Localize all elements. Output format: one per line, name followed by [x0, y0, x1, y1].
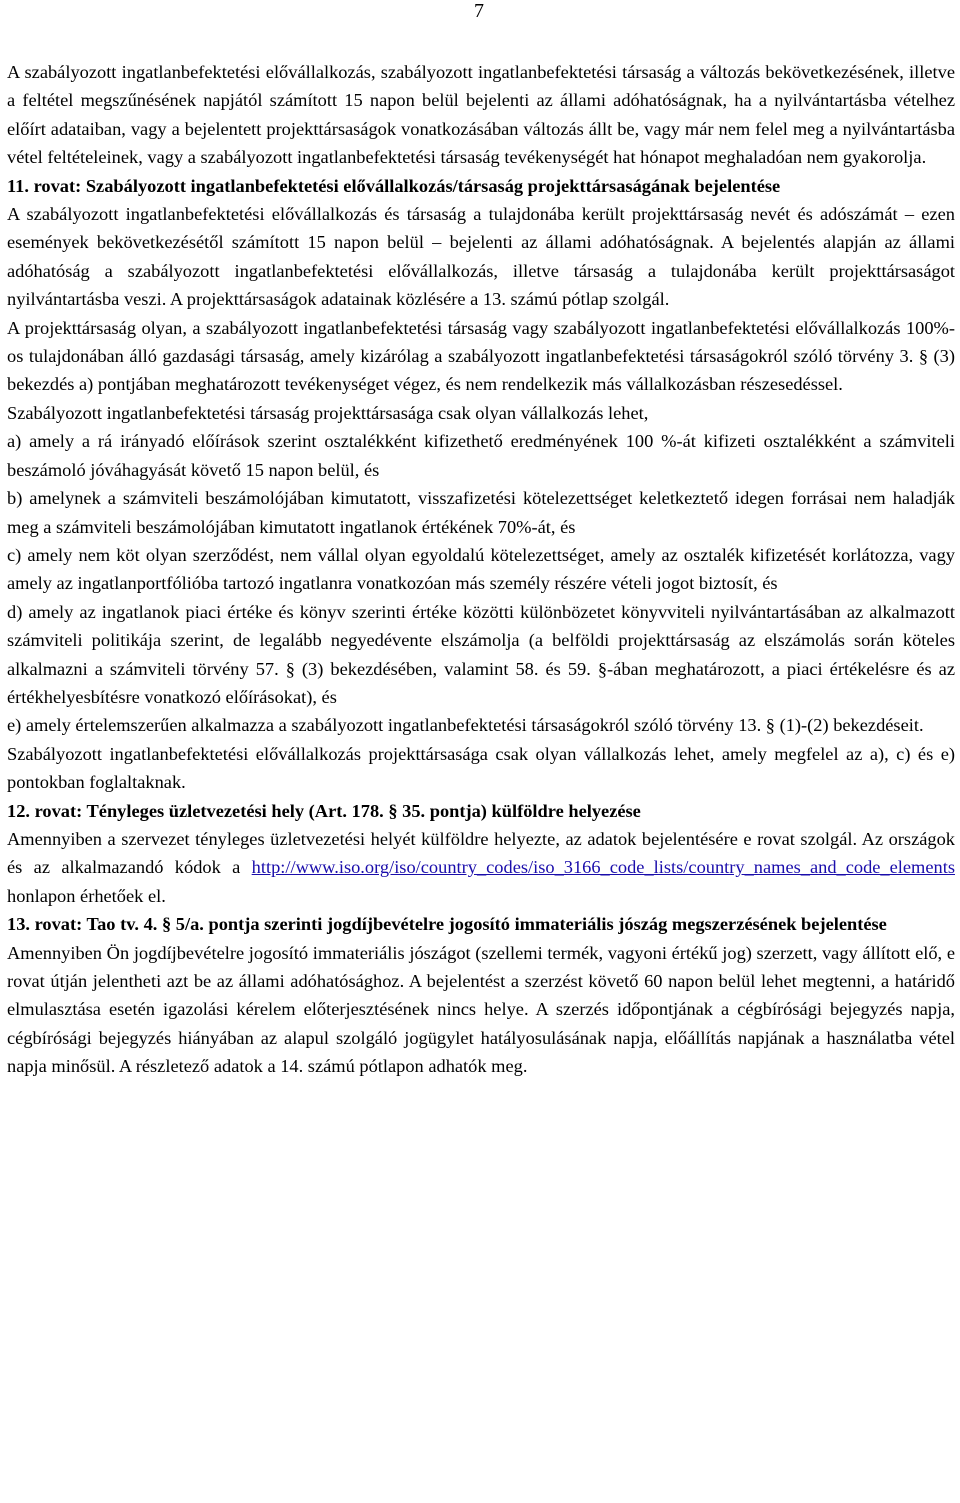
condition-item-b: b) amelynek a számviteli beszámolójában kimutatott, visszafizetési kötelezettséget keletkeztető idegen forrásai nem haladják meg a számviteli beszámolójában kimutatott ingatlanok értékének 70%-át, és [7, 488, 955, 537]
paragraph-pre-company-conditions: Szabályozott ingatlanbefektetési elővállalkozás projekttársasága csak olyan vállalkozás lehet, amely megfelel az a), c) és e) pontokban foglaltaknak. [7, 743, 955, 793]
condition-item-d: d) amely az ingatlanok piaci értéke és könyv szerinti értéke közötti különbözetet könyvviteli nyilvántartásában az alkalmazott számviteli politikája szerint, de legalább negyedévente elszámolja (a belföldi projekttársaság az elszámolás során köteles alkalmazni a számviteli törvény 57. § (3) bekezdésében, valamint 58. és 59. §-ában meghatározott, a piaci értékelésre és az értékhelyesbítésre vonatkozó előírásokat), és [7, 601, 955, 707]
condition-item-a: a) amely a rá irányadó előírások szerint osztalékként kifizethető eredményének 100 %-át kifizeti osztalékként a számviteli beszámoló jóváhagyását követő 15 napon belül, és [7, 431, 955, 480]
paragraph-intangible-asset: Amennyiben Ön jogdíjbevételre jogosító immateriális jószágot (szellemi termék, vagyoni értékű jog) szerzett, vagy állított elő, e rovat útján jelentheti azt be az állami adóhatósághoz. A bejelentést a szerzést követő 60 napon belül lehet megtenni, a határidő elmulasztása esetén igazolási kérelem előterjesztésének nincs helye. A szerzés időpontjának a cégbírósági bejegyzés napja, cégbírósági bejegyzés hiányában az alapul szolgáló jogügylet hatályosulásának napja, előállítás napjának a használatba vétel napja minősül. A részletező adatok a 14. számú pótlapon adhatók meg. [7, 942, 955, 1077]
paragraph-change-notification: A szabályozott ingatlanbefektetési elővállalkozás, szabályozott ingatlanbefektetési társaság a változás bekövetkezésének, illetve a feltétel megszűnésének napjától számított 15 napon belül bejelenti az állami adóhatóságnak, ha a nyilvántartásba vételhez előírt adataiban, vagy a bejelentett projekttársaságok vonatkozásában változás állt be, vagy már nem felel meg a nyilvántartásba vétel feltételeinek, vagy a szabályozott ingatlanbefektetési társaság tevékenységét hat hónapot meghaladóan nem gyakorolja. [7, 62, 955, 168]
paragraph-business-location [7, 825, 955, 910]
condition-item-c: c) amely nem köt olyan szerződést, nem vállal olyan egyoldalú kötelezettséget, amely az osztalék kifizetését korlátozza, vagy amely az ingatlanportfólióba tartozó ingatlanra vonatkozóan más személy részére vételi jogot biztosít, és [7, 544, 955, 594]
section-heading-13: 13. rovat: Tao tv. 4. § 5/a. pontja szerinti jogdíjbevételre jogosító immateriális jószág megszerzésének bejelentése [7, 914, 887, 935]
document-body [7, 58, 955, 1081]
paragraph-project-company-conditions-intro: Szabályozott ingatlanbefektetési társaság projekttársasága csak olyan vállalkozás lehet, [7, 402, 649, 423]
condition-item-e: e) amely értelemszerűen alkalmazza a szabályozott ingatlanbefektetési társaságokról szóló törvény 13. § (1)-(2) bekezdéseit. [7, 715, 924, 736]
business-location-text: Amennyiben a szervezet tényleges üzletvezetési helyét külföldre helyezte, az adatok bejelentésére e rovat szolgál. Az országok és az alkalmazandó kódok a [7, 828, 955, 878]
paragraph-project-company-notification: A szabályozott ingatlanbefektetési elővállalkozás és társaság a tulajdonába került projekttársaság nevét és adószámát – ezen események bekövetkezésétől számított 15 napon belül – bejelenti az állami adóhatóságnak. A bejelentés alapján az állami adóhatóság a szabályozott ingatlanbefektetési elővállalkozás, illetve társaság a tulajdonába került projekttársaságot nyilvántartásba veszi. A projekttársaságok adatainak közlésére a 13. számú pótlap szolgál. [7, 204, 955, 310]
section-heading-11: 11. rovat: Szabályozott ingatlanbefektetési elővállalkozás/társaság projekttársaságának bejelentése [7, 175, 781, 196]
paragraph-project-company-definition: A projekttársaság olyan, a szabályozott ingatlanbefektetési társaság vagy szabályozott ingatlanbefektetési elővállalkozás 100%-os tulajdonában álló gazdasági társaság, amely kizárólag a szabályozott ingatlanbefektetési társaságokról szóló törvény 3. § (3) bekezdés a) pontjában meghatározott tevékenységet végez, és nem rendelkezik más vállalkozásban részesedéssel. [7, 317, 955, 395]
page-number: 7 [474, 0, 484, 22]
business-location-text-end: honlapon érhetőek el. [7, 885, 166, 906]
section-heading-12: 12. rovat: Tényleges üzletvezetési hely (Art. 178. § 35. pontja) külföldre helyezése [7, 800, 641, 821]
iso-country-codes-link[interactable]: http://www.iso.org/iso/country_codes/iso_3166_code_lists/country_names_and_code_elements [251, 857, 955, 878]
